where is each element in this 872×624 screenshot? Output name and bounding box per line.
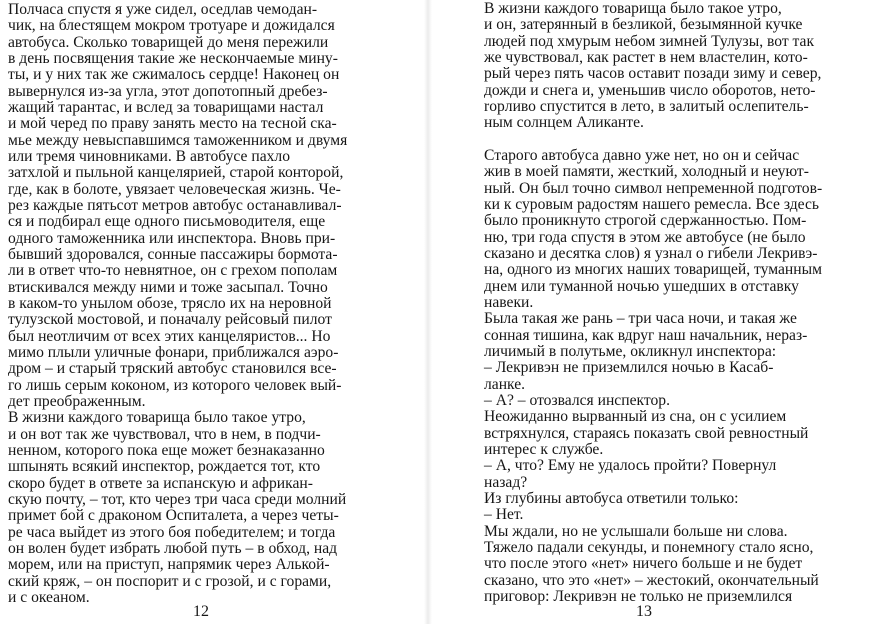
text-line: тулузской мостовой, и поначалу рейсовый пилот: [8, 311, 332, 329]
text-line: интерес к службе.: [484, 440, 604, 458]
text-line: В жизни каждого товарища было такое утро,: [484, 0, 782, 17]
left-page: [0, 0, 420, 624]
text-line: примет бой с драконом Оспиталета, а через четы-: [8, 507, 339, 525]
text-line: сказано и десятка слов) я узнал о гибели Лекривэ-: [484, 244, 818, 262]
text-line: мье между невыспавшимся таможенником и двумя: [8, 131, 348, 149]
text-line: Неожиданно вырванный из сна, он с усилием: [484, 408, 787, 426]
text-line: – А? – отозвался инспектор.: [484, 391, 670, 409]
text-line: Полчаса спустя я уже сидел, оседлав чемодан-: [8, 1, 318, 18]
text-line: назад?: [484, 473, 528, 491]
text-line: Была такая же рань – три часа ночи, и такая же: [484, 310, 797, 328]
text-line: сказано, что это «нет» – жестокий, окончательный: [484, 571, 819, 589]
text-line: где, как в болоте, увязает человеческая жизнь. Че-: [8, 180, 341, 198]
text-line: ты, и у них так же сжималось сердце! Наконец он: [8, 66, 340, 84]
text-line: морем, или на приступ, напрямик через Алькой-: [8, 556, 330, 574]
text-line: го лишь серым коконом, из которого человек вый-: [8, 376, 342, 394]
text-line: втискивался между ними и тоже засыпал. Точно: [8, 278, 328, 296]
text-line: навеки.: [484, 293, 534, 311]
text-line: – А, что? Ему не удалось пройти? Повернул: [484, 457, 777, 475]
book-gutter: [424, 0, 432, 624]
text-line: ный. Он был точно символ непременной подготов-: [484, 179, 823, 197]
text-line: он волен будет избрать любой путь – в обход, над: [8, 539, 338, 557]
text-line: рый через пять часов оставит позади зиму и север,: [484, 65, 822, 83]
text-line: днем или туманной ночью ушедших в отставку: [484, 277, 799, 295]
right-page-number: 13: [636, 603, 652, 620]
text-line: ным солнцем Аликанте.: [484, 114, 644, 132]
text-line: приговор: Лекривэн не только не приземлился: [484, 587, 793, 605]
text-line: вывернулся из-за угла, этот допотопный дребез-: [8, 82, 328, 100]
text-line: или тремя чиновниками. В автобусе пахло: [8, 147, 290, 165]
text-line: и мой черед по праву занять место на тесной ска-: [8, 115, 337, 133]
text-line: бывший здоровался, сонные пассажиры бормота-: [8, 245, 338, 263]
text-line: затхлой и пыльной канцелярией, старой конторой,: [8, 164, 344, 182]
text-line: В жизни каждого товарища было такое утро,: [8, 409, 306, 427]
text-line: шпынять всякий инспектор, рождается тот, кто: [8, 458, 321, 476]
text-line: Из глубины автобуса ответили только:: [484, 489, 739, 507]
text-line: в каком-то унылом обозе, трясло их на неровной: [8, 294, 332, 312]
left-page-number: 12: [193, 603, 209, 620]
text-line: автобуса. Сколько товарищей до меня пережили: [8, 33, 329, 51]
text-line: сонная тишина, как вдруг наш начальник, нераз-: [484, 326, 808, 344]
text-line: чик, на блестящем мокром тротуаре и дожидался: [8, 17, 335, 35]
right-page: [436, 0, 856, 624]
text-line: был неотличим от всех этих канцеляристов... Но: [8, 327, 331, 345]
text-line: ся и подбирал еще одного письмоводителя, еще: [8, 213, 326, 231]
text-line: ре часа выйдет из этого боя победителем; и тогда: [8, 523, 336, 541]
text-line: рез каждые пятьсот метров автобус останавливал-: [8, 196, 342, 214]
text-line: дет преображенным.: [8, 392, 146, 410]
text-line: и он, затерянный в безликой, безымянной кучке: [484, 16, 803, 34]
text-line: ню, три года спустя в этом же автобусе (не было: [484, 228, 806, 246]
text-line: что после этого «нет» ничего больше и не будет: [484, 555, 803, 573]
text-line: одного таможенника или инспектора. Вновь при-: [8, 229, 336, 247]
text-line: ский кряж, – он поспорит и с грозой, и с горами,: [8, 572, 332, 590]
text-line: ли в ответ что-то невнятное, он с грехом пополам: [8, 262, 338, 280]
text-line: встряхнулся, стараясь показать свой ревностный: [484, 424, 809, 442]
text-line: на, одного из многих наших товарищей, туманным: [484, 261, 822, 279]
text-line: ненном, которого пока еще может безнаказанно: [8, 441, 325, 459]
text-line: – Нет.: [484, 506, 524, 524]
text-line: жив в моей памяти, жесткий, холодный и неуют-: [484, 163, 809, 181]
text-line: – Лекривэн не приземлился ночью в Касаб-: [484, 359, 774, 377]
text-line: скоро будет в ответе за испанскую и африкан-: [8, 474, 313, 492]
text-line: ки к суровым радостям нашего ремесла. Все здесь: [484, 195, 820, 213]
text-line: ланке.: [484, 375, 526, 393]
text-line: же чувствовал, как растет в нем властелин, кото-: [484, 48, 808, 66]
text-line: Мы ждали, но не услышали больше ни слова.: [484, 522, 788, 540]
text-line: людей под хмурым небом зимней Тулузы, вот так: [484, 32, 815, 50]
text-line: и с океаном.: [8, 588, 90, 606]
text-line: мимо плыли уличные фонари, приближался аэро-: [8, 343, 339, 361]
text-line: дром – и старый тряский автобус становился все-: [8, 360, 337, 378]
text-line: личимый в полутьме, окликнул инспектора:: [484, 342, 777, 360]
text-line: жащий тарантас, и вслед за товарищами настал: [8, 98, 324, 116]
text-line: Старого автобуса давно уже нет, но он и сейчас: [484, 146, 800, 164]
text-line: в день посвящения такие же нескончаемые мину-: [8, 49, 338, 67]
text-line: было проникнуто строгой сдержанностью. Пом-: [484, 212, 807, 230]
text-line: дожди и снега и, уменьшив число оборотов, нето-: [484, 81, 816, 99]
text-line: ropливо спустится в лето, в залитый ослепитель-: [484, 97, 809, 115]
text-line: и он вот так же чувствовал, что в нем, в подчи-: [8, 425, 321, 443]
text-line: скую почту, – тот, кто через три часа среди молний: [8, 490, 347, 508]
text-line: Тяжело падали секунды, и понемногу стало ясно,: [484, 538, 814, 556]
